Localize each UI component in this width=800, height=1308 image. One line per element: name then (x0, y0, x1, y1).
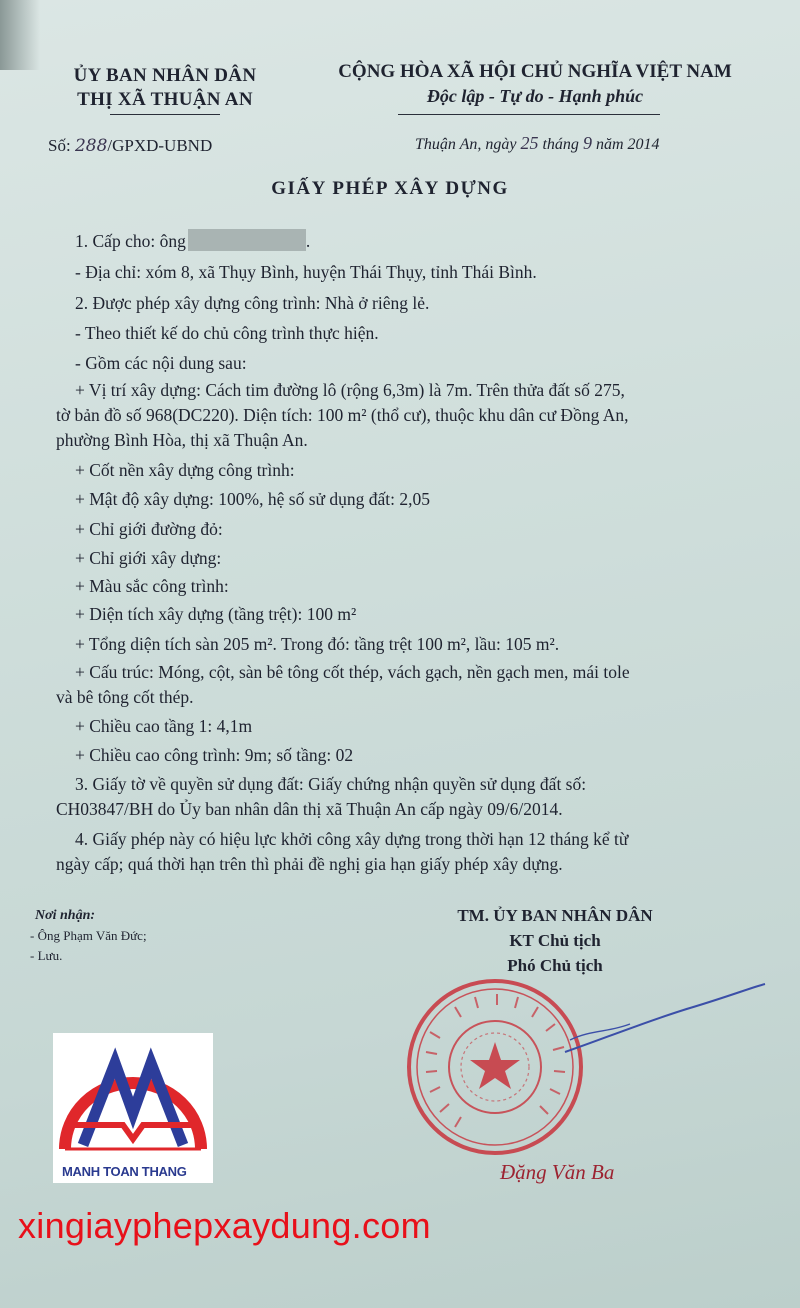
date-day: 25 (520, 133, 539, 153)
document-number (48, 136, 212, 156)
body-line: phường Bình Hòa, thị xã Thuận An. (56, 430, 308, 450)
body-line: + Màu sắc công trình: (75, 576, 229, 596)
date-month: 9 (582, 133, 592, 153)
body-line: tờ bản đồ số 968(DC220). Diện tích: 100 m² (thổ cư), thuộc khu dân cư Đồng An, (56, 405, 629, 425)
recipients-title: Nơi nhận: (35, 908, 96, 923)
logo-wordmark: MANH TOAN THANG (62, 1164, 187, 1179)
website-watermark: xingiayphepxaydung.com (18, 1205, 431, 1246)
nation-motto: Độc lập - Tự do - Hạnh phúc (426, 86, 644, 106)
body-line: + Cốt nền xây dựng công trình: (75, 460, 295, 480)
signature-line-1: TM. ỦY BAN NHÂN DÂN (457, 906, 653, 925)
doc-number-suffix: /GPXD-UBND (107, 136, 213, 155)
body-line-grantee: 1. Cấp cho: ông . (75, 231, 311, 251)
redacted-name (188, 229, 306, 251)
document-title: GIẤY PHÉP XÂY DỰNG (271, 178, 509, 199)
body-line: + Chiều cao công trình: 9m; số tầng: 02 (75, 745, 354, 765)
signature-line-3: Phó Chủ tịch (507, 956, 603, 975)
national-header (300, 60, 770, 108)
body-line: CH03847/BH do Ủy ban nhân dân thị xã Thuận An cấp ngày 09/6/2014. (56, 799, 563, 819)
signature-block (420, 903, 690, 978)
body-line: + Vị trí xây dựng: Cách tim đường lô (rộng 6,3m) là 7m. Trên thửa đất số 275, (75, 380, 625, 400)
body-line: - Địa chỉ: xóm 8, xã Thụy Bình, huyện Thái Thụy, tỉnh Thái Bình. (75, 262, 537, 282)
body-line: 2. Được phép xây dựng công trình: Nhà ở riêng lẻ. (75, 293, 430, 313)
date-month-label: tháng (538, 136, 583, 153)
body-line: + Chỉ giới xây dựng: (75, 548, 222, 568)
signature-stroke-icon (560, 980, 770, 1060)
body-line: + Chỉ giới đường đỏ: (75, 519, 223, 539)
signer-name: Đặng Văn Ba (500, 1160, 615, 1184)
doc-number-prefix: Số: (48, 136, 75, 155)
recipient-item: - Lưu. (30, 948, 63, 963)
paper-shadow (0, 0, 40, 70)
issuer-line-2: THỊ XÃ THUẬN AN (77, 89, 253, 110)
issuer-line-1: ỦY BAN NHÂN DÂN (73, 65, 257, 86)
body-line: và bê tông cốt thép. (56, 687, 194, 707)
doc-number-handwritten: 288 (74, 136, 108, 156)
company-logo (53, 1033, 213, 1183)
nation-name: CỘNG HÒA XÃ HỘI CHỦ NGHĨA VIỆT NAM (338, 61, 732, 82)
motto-underline (398, 114, 660, 115)
issuer-underline (110, 114, 220, 115)
date-year: năm 2014 (591, 136, 660, 153)
signature-line-2: KT Chủ tịch (509, 931, 601, 950)
body-line: ngày cấp; quá thời hạn trên thì phải đề nghị gia hạn giấy phép xây dựng. (56, 854, 563, 874)
grantee-label: 1. Cấp cho: ông (75, 231, 186, 251)
body-line: + Chiều cao tầng 1: 4,1m (75, 716, 253, 736)
body-line: + Diện tích xây dựng (tầng trệt): 100 m² (75, 604, 357, 624)
body-line: - Gồm các nội dung sau: (75, 353, 247, 373)
body-line: + Tổng diện tích sàn 205 m². Trong đó: tầng trệt 100 m², lầu: 105 m². (75, 634, 560, 654)
recipient-item: - Ông Phạm Văn Đức; (30, 928, 147, 943)
body-line: + Cấu trúc: Móng, cột, sàn bê tông cốt thép, vách gạch, nền gạch men, mái tole (75, 662, 630, 682)
date-place: Thuận An, ngày (415, 136, 521, 153)
body-line: - Theo thiết kế do chủ công trình thực hiện. (75, 323, 379, 343)
body-line: + Mật độ xây dựng: 100%, hệ số sử dụng đất: 2,05 (75, 489, 430, 509)
logo-emblem-icon (53, 1033, 213, 1183)
issuer-header (60, 64, 270, 112)
body-line: 4. Giấy phép này có hiệu lực khởi công xây dựng trong thời hạn 12 tháng kể từ (75, 829, 629, 849)
issue-date (415, 133, 660, 154)
body-line: 3. Giấy tờ về quyền sử dụng đất: Giấy chứng nhận quyền sử dụng đất số: (75, 774, 587, 794)
